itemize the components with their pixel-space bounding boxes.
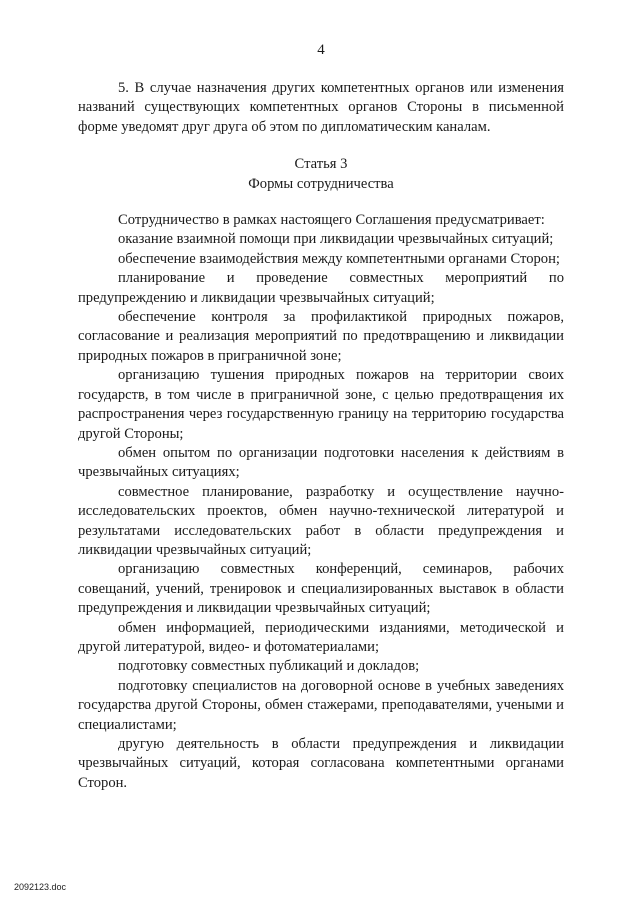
list-item: обеспечение взаимодействия между компетентными органами Сторон; — [118, 250, 560, 267]
list-item: планирование и проведение совместных мероприятий по предупреждению и ликвидации чрезвычайных ситуаций; — [78, 270, 564, 306]
clause-5-paragraph: 5. В случае назначения других компетентных органов или изменения названий существующих компетентных органов Стороны в письменной форме уведомят друг друга об этом по дипломатическим каналам. — [78, 80, 564, 135]
page-number: 4 — [317, 42, 325, 58]
list-item: подготовку совместных публикаций и докладов; — [118, 658, 420, 675]
article-heading — [78, 155, 564, 194]
list-item: другую деятельность в области предупреждения и ликвидации чрезвычайных ситуаций, которая согласована компетентными органами Сторон. — [78, 736, 564, 791]
document-page — [78, 30, 564, 793]
intro-paragraph: Сотрудничество в рамках настоящего Соглашения предусматривает: — [118, 212, 545, 229]
list-item: подготовку специалистов на договорной основе в учебных заведениях государства другой Стороны, обмен стажерами, преподавателями, учеными и специалистами; — [78, 677, 564, 733]
article-number: Статья 3 — [294, 156, 348, 173]
document-footer-filename: 2092123.doc — [14, 882, 67, 892]
list-item: обмен опытом по организации подготовки населения к действиям в чрезвычайных ситуациях; — [78, 444, 564, 481]
list-item: организацию совместных конференций, семинаров, рабочих совещаний, учений, тренировок и специализированных выставок в области предупреждения и ликвидации чрезвычайных ситуаций; — [78, 561, 564, 617]
article-title: Формы сотрудничества — [248, 175, 394, 192]
list-item: оказание взаимной помощи при ликвидации чрезвычайных ситуаций; — [118, 231, 554, 248]
list-item: обеспечение контроля за профилактикой природных пожаров, согласование и реализация мероприятий по предотвращению и ликвидации природных пожаров в приграничной зоне; — [78, 309, 564, 364]
list-item: обмен информацией, периодическими изданиями, методической и другой литературой, видео- и фотоматериалами; — [78, 619, 564, 655]
list-item: организацию тушения природных пожаров на территории своих государств, в том числе в приграничной зоне, с целью предотвращения их распространения через государственную границу на территорию государства другой Стороны; — [78, 367, 564, 442]
list-item: совместное планирование, разработку и осуществление научно-исследовательских проектов, обмен научно-технической литературой и результатами исследовательских работ в области предупреждения и ликвидации чрезвычайных ситуаций; — [78, 483, 564, 558]
cooperation-forms-list — [78, 230, 564, 793]
